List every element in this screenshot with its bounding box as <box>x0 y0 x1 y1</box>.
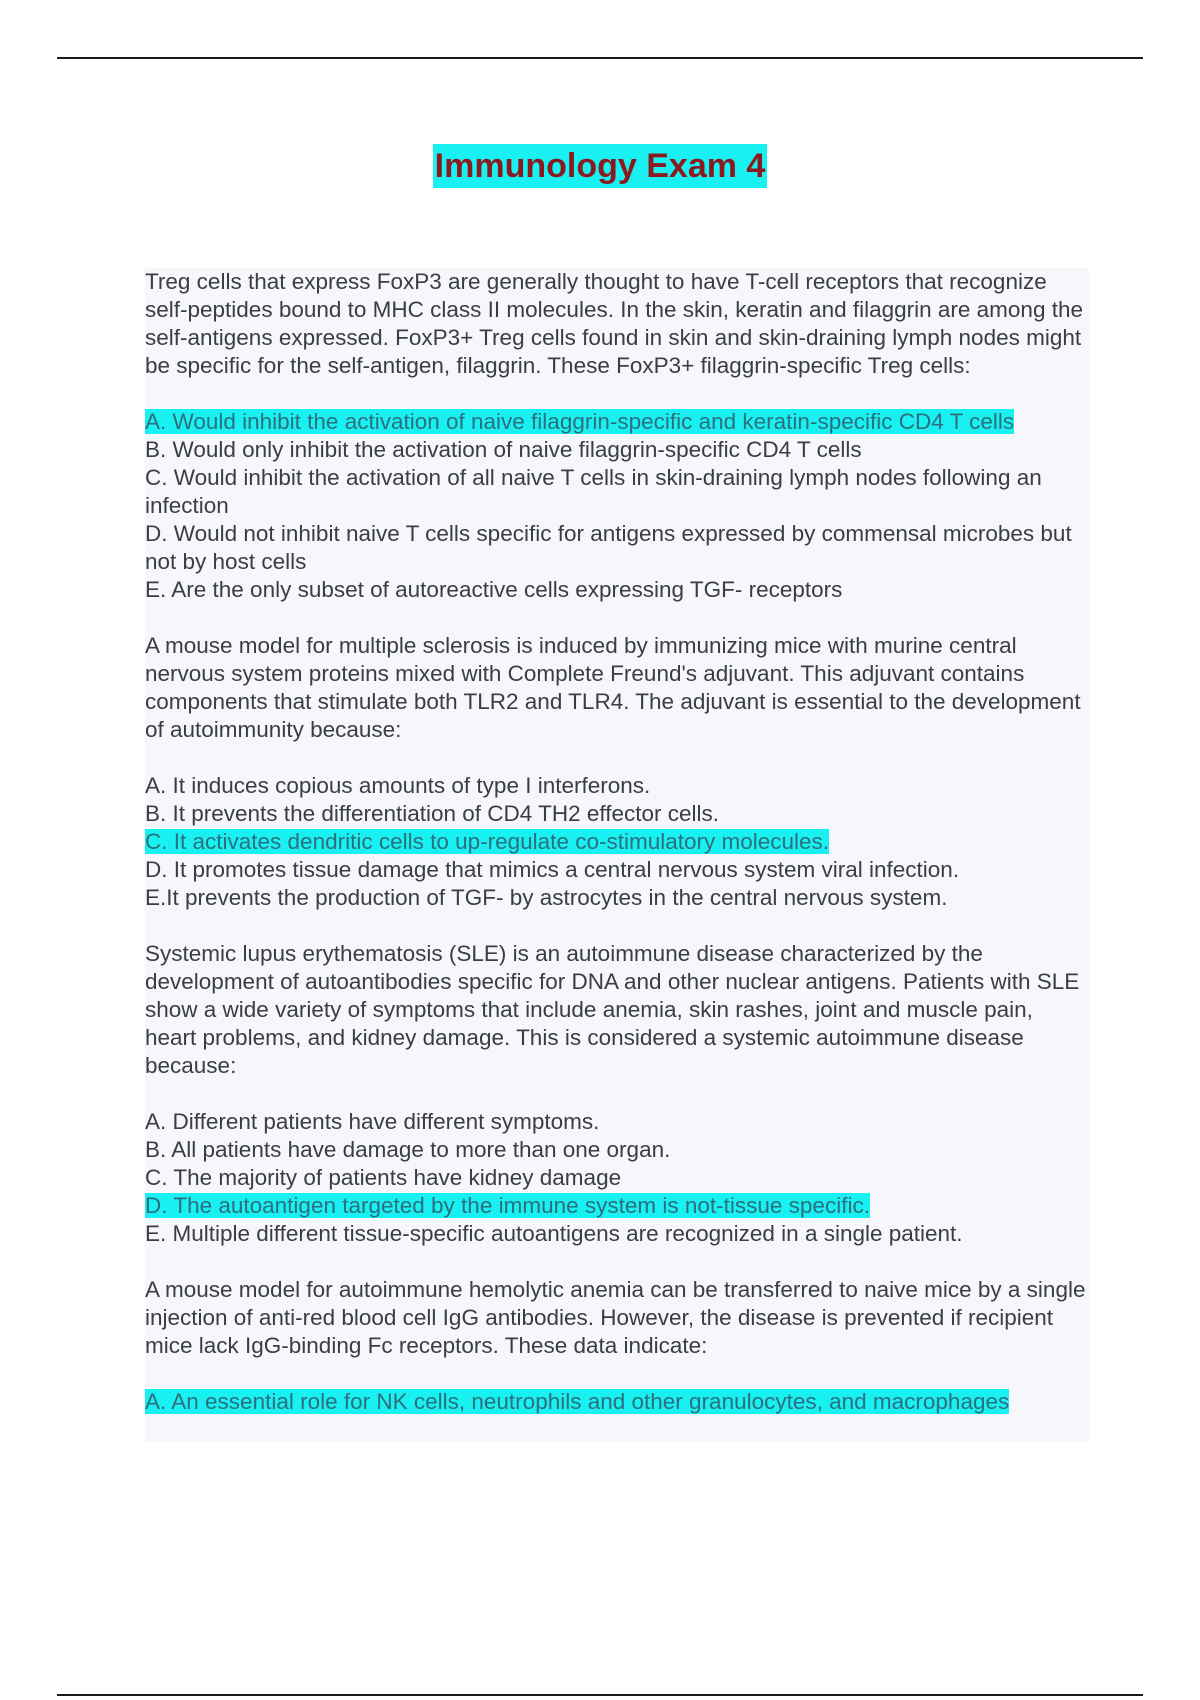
question-3-option-b: B. All patients have damage to more than one organ. <box>145 1137 671 1162</box>
question-2-option-b: B. It prevents the differentiation of CD4 TH2 effector cells. <box>145 801 720 826</box>
question-1-option-d: D. Would not inhibit naive T cells specific for antigens expressed by commensal microbes but not by host cells <box>145 521 1072 574</box>
question-4-text: A mouse model for autoimmune hemolytic anemia can be transferred to naive mice by a single injection of anti-red blood cell IgG antibodies. However, the disease is prevented if recipient mice lack IgG-binding Fc receptors. These data indicate: <box>145 1277 1086 1358</box>
question-2-option-d: D. It promotes tissue damage that mimics a central nervous system viral infection. <box>145 857 960 882</box>
question-4-options <box>145 1388 1089 1416</box>
question-3-text: Systemic lupus erythematosis (SLE) is an autoimmune disease characterized by the development of autoantibodies specific for DNA and other nuclear antigens. Patients with SLE show a wide variety of symptoms that include anemia, skin rashes, joint and muscle pain, heart problems, and kidney damage. This is considered a systemic autoimmune disease because: <box>145 941 1080 1078</box>
question-3-option-a: A. Different patients have different symptoms. <box>145 1109 600 1134</box>
question-1-option-e: E. Are the only subset of autoreactive cells expressing TGF- receptors <box>145 577 843 602</box>
title-container <box>0 144 1200 188</box>
question-3-option-d-highlighted: D. The autoantigen targeted by the immune system is not-tissue specific. <box>145 1193 870 1218</box>
question-1-option-b: B. Would only inhibit the activation of naive filaggrin-specific CD4 T cells <box>145 437 862 462</box>
question-1-option-a-highlighted: A. Would inhibit the activation of naive filaggrin-specific and keratin-specific CD4 T cells <box>145 409 1015 434</box>
question-1-text: Treg cells that express FoxP3 are generally thought to have T-cell receptors that recognize self-peptides bound to MHC class II molecules. In the skin, keratin and filaggrin are among the self-antigens expressed. FoxP3+ Treg cells found in skin and skin-draining lymph nodes might be specific for the self-antigen, filaggrin. These FoxP3+ filaggrin-specific Treg cells: <box>145 269 1083 378</box>
question-2-text: A mouse model for multiple sclerosis is induced by immunizing mice with murine central nervous system proteins mixed with Complete Freund's adjuvant. This adjuvant contains components that stimulate both TLR2 and TLR4. The adjuvant is essential to the development of autoimmunity because: <box>145 633 1081 742</box>
question-2-option-c-highlighted: C. It activates dendritic cells to up-regulate co-stimulatory molecules. <box>145 829 830 854</box>
question-4-option-a-highlighted: A. An essential role for NK cells, neutrophils and other granulocytes, and macrophages <box>145 1389 1010 1414</box>
question-3-option-e: E. Multiple different tissue-specific autoantigens are recognized in a single patient. <box>145 1221 963 1246</box>
question-content <box>145 268 1089 1442</box>
question-2-options <box>145 772 1089 912</box>
page-title: Immunology Exam 4 <box>433 144 768 188</box>
question-3-option-c: C. The majority of patients have kidney damage <box>145 1165 622 1190</box>
question-1-option-c: C. Would inhibit the activation of all naive T cells in skin-draining lymph nodes following an infection <box>145 465 1042 518</box>
question-3-options <box>145 1108 1089 1248</box>
question-1-options <box>145 408 1089 604</box>
bottom-rule <box>57 1694 1143 1696</box>
question-2-option-a: A. It induces copious amounts of type I interferons. <box>145 773 651 798</box>
top-rule <box>57 57 1143 59</box>
question-2-option-e: E.It prevents the production of TGF- by astrocytes in the central nervous system. <box>145 885 948 910</box>
